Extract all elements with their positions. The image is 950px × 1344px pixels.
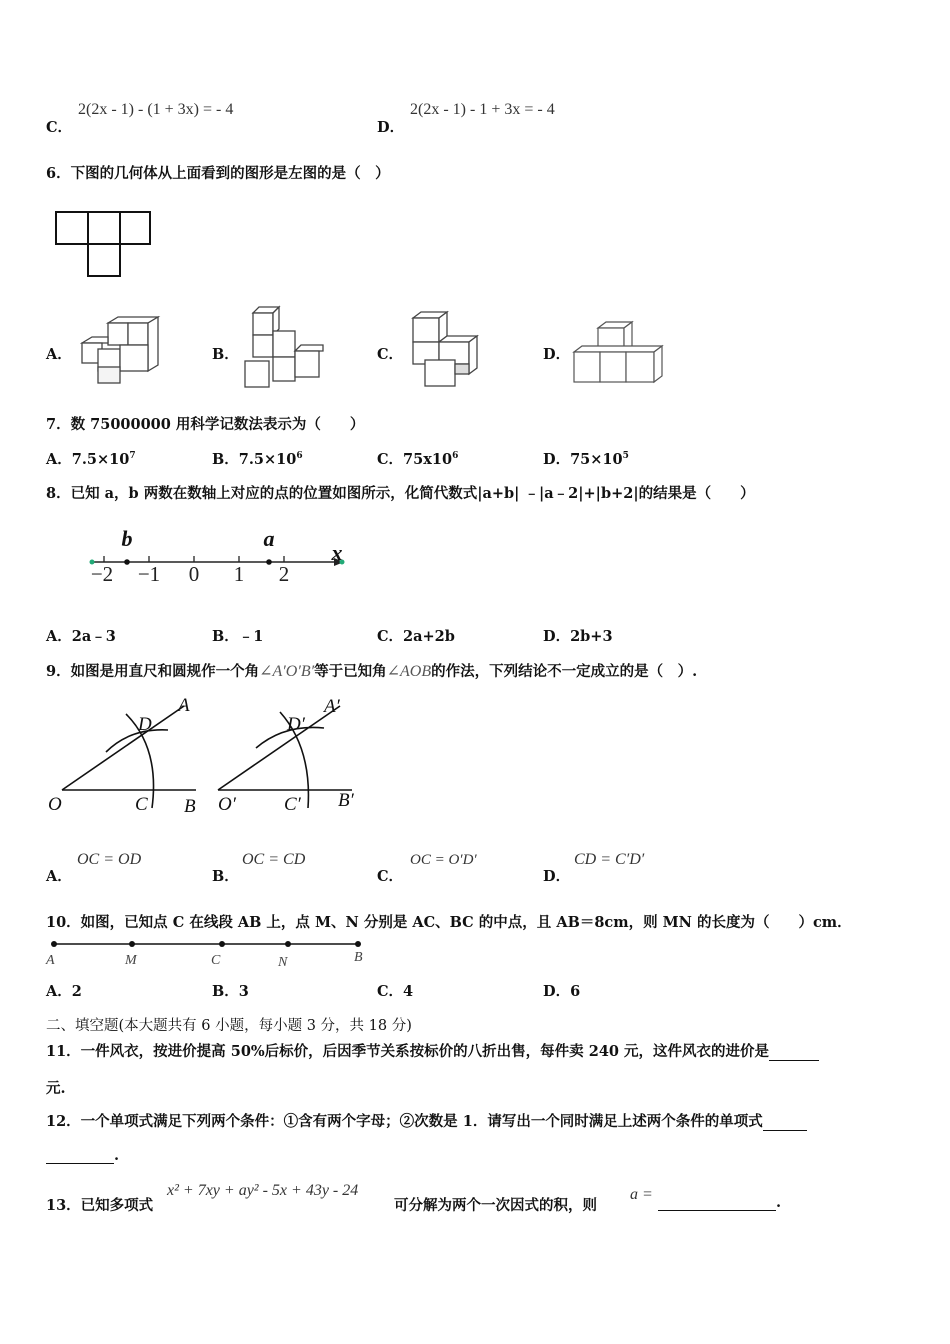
fig1-label-d: D (138, 714, 152, 735)
q12-line2 (46, 1147, 119, 1164)
q13-variable: a = (630, 1186, 653, 1203)
q7-option-a-label: A． (46, 451, 72, 468)
fig1-label-b: B (184, 796, 196, 817)
q7-option-c-label: C． (377, 451, 404, 468)
q12-answer-blank-part2[interactable] (46, 1147, 114, 1164)
q10-option-c: C．4 (377, 983, 414, 1000)
q11-text: 11．一件风衣，按进价提高 50%后标价，后因季节关系按标价的八折出售，每件卖 240 元，这件风衣的进价是 (46, 1043, 770, 1060)
q6-option-d-figure (570, 318, 666, 388)
q6-option-b-label: B． (212, 346, 239, 363)
q7-option-a-exponent: 7 (129, 451, 136, 462)
q7-stem: 7．数 75000000 用科学记数法表示为（ ） (46, 416, 365, 433)
label-a: a (263, 526, 275, 551)
tick-label-0: 0 (188, 562, 200, 586)
q10-label-c: C (211, 953, 221, 968)
fig2-label-c-prime: C′ (284, 794, 301, 815)
label-x: x (331, 540, 343, 565)
q10-label-m: M (125, 953, 137, 968)
q11-line1 (46, 1040, 819, 1061)
q12-text: 12．一个单项式满足下列两个条件：①含有两个字母；②次数是 1．请写出一个同时满足上述两个条件的单项式 (46, 1113, 763, 1130)
q10-label-n: N (278, 955, 288, 968)
q13-answer-blank[interactable] (658, 1194, 776, 1211)
q13-mid: 可分解为两个一次因式的积，则 (394, 1197, 597, 1214)
q7-option-d (543, 448, 629, 469)
fig1-label-c: C (135, 794, 148, 815)
tick-label-neg1: −1 (137, 562, 161, 586)
tick-label-2: 2 (278, 562, 290, 586)
q7-option-c-base: 75x10 (403, 451, 453, 468)
q9-angle-aprime-oprime-bprime: ∠A′O′B′ (259, 663, 315, 680)
fig1-label-a: A (178, 695, 190, 716)
q7-option-d-exponent: 5 (622, 451, 629, 462)
q5-option-d-expression: 2(2x - 1) - 1 + 3x = - 4 (410, 101, 555, 118)
q8-option-c: C．2a+2b (377, 628, 455, 645)
q7-option-c (377, 448, 458, 469)
fig2-label-o-prime: O′ (218, 794, 236, 815)
q8-option-b: B．﹣1 (212, 628, 264, 645)
q8-option-a: A．2a﹣3 (46, 628, 116, 645)
q10-stem: 10．如图，已知点 C 在线段 AB 上，点 M、N 分别是 AC、BC 的中点，且 AB＝8cm，则 MN 的长度为（ ）cm． (46, 914, 852, 931)
q13-end: . (776, 1194, 782, 1211)
q10-segment-figure (44, 934, 374, 968)
q7-option-a-base: 7.5×10 (71, 451, 130, 468)
q9-angle-aob: ∠AOB (386, 663, 432, 680)
q6-option-a-figure (80, 315, 162, 387)
q5-option-c-label: C． (46, 119, 73, 136)
q8-option-d: D．2b+3 (543, 628, 613, 645)
q9-option-a-label: A． (46, 868, 72, 885)
q12-line1 (46, 1110, 807, 1131)
tick-label-neg2: −2 (90, 562, 114, 586)
q8-stem: 8．已知 a，b 两数在数轴上对应的点的位置如图所示，化简代数式|a+b| ﹣|a﹣2|+|b+2|的结果是（ ） (46, 485, 755, 502)
q9-option-b-expression: OC = CD (242, 851, 306, 868)
q13-answer-line (658, 1194, 781, 1211)
q9-figure-original-angle (44, 690, 209, 820)
q11-line2: 元. (46, 1080, 66, 1097)
q6-top-view-figure (55, 210, 155, 280)
q6-option-d-label: D． (543, 346, 571, 363)
q10-option-b: B．3 (212, 983, 249, 1000)
q11-answer-blank[interactable] (769, 1060, 819, 1061)
q12-line2-end: . (114, 1147, 120, 1164)
q10-option-d: D．6 (543, 983, 581, 1000)
point-a (266, 559, 272, 565)
q9-stem (46, 660, 697, 681)
q6-option-a-label: A． (46, 346, 72, 363)
q9-option-d-label: D． (543, 868, 571, 885)
q7-option-b-label: B． (212, 451, 239, 468)
section2-heading: 二、填空题(本大题共有 6 小题，每小题 3 分，共 18 分) (46, 1018, 412, 1034)
q7-option-b-exponent: 6 (296, 451, 303, 462)
q9-option-c-expression: OC = O′D′ (410, 852, 477, 868)
q9-figure-constructed-angle (212, 690, 377, 820)
q6-option-b-figure (243, 305, 329, 393)
q7-option-c-exponent: 6 (452, 451, 459, 462)
q9-option-b-label: B． (212, 868, 239, 885)
q6-stem: 6．下图的几何体从上面看到的图形是左图的是（ ） (46, 165, 390, 182)
q9-option-a-expression: OC = OD (77, 851, 142, 868)
point-b (124, 559, 130, 565)
fig1-label-o: O (48, 794, 62, 815)
q9-stem-post: 的作法，下列结论不一定成立的是（ ）. (431, 663, 698, 680)
q10-label-b: B (354, 950, 363, 965)
q9-option-d-expression: CD = C′D′ (574, 851, 645, 868)
q7-option-b (212, 448, 303, 469)
q8-number-line (82, 522, 352, 590)
q10-option-a: A．2 (46, 983, 82, 1000)
q9-stem-pre: 9．如图是用直尺和圆规作一个角 (46, 663, 260, 680)
q6-option-c-figure (407, 310, 481, 390)
q5-option-c-expression: 2(2x - 1) - (1 + 3x) = - 4 (78, 101, 234, 118)
q10-label-a: A (46, 953, 55, 968)
q7-option-a (46, 448, 136, 469)
fig2-label-a-prime: A′ (324, 696, 340, 717)
q6-option-c-label: C． (377, 346, 404, 363)
fig2-label-b-prime: B′ (338, 790, 354, 811)
q7-option-b-base: 7.5×10 (238, 451, 297, 468)
q12-answer-blank-part1[interactable] (763, 1130, 807, 1131)
q9-option-c-label: C． (377, 868, 404, 885)
fig2-label-d-prime: D′ (287, 714, 305, 735)
q7-option-d-label: D． (543, 451, 571, 468)
q13-polynomial: x² + 7xy + ay² - 5x + 43y - 24 (167, 1182, 359, 1199)
q7-option-d-base: 75×10 (570, 451, 623, 468)
q13-prefix: 13．已知多项式 (46, 1197, 154, 1214)
q5-option-d-label: D． (377, 119, 405, 136)
q9-stem-mid: 等于已知角 (314, 663, 387, 680)
tick-label-1: 1 (233, 562, 245, 586)
label-b: b (121, 526, 133, 551)
